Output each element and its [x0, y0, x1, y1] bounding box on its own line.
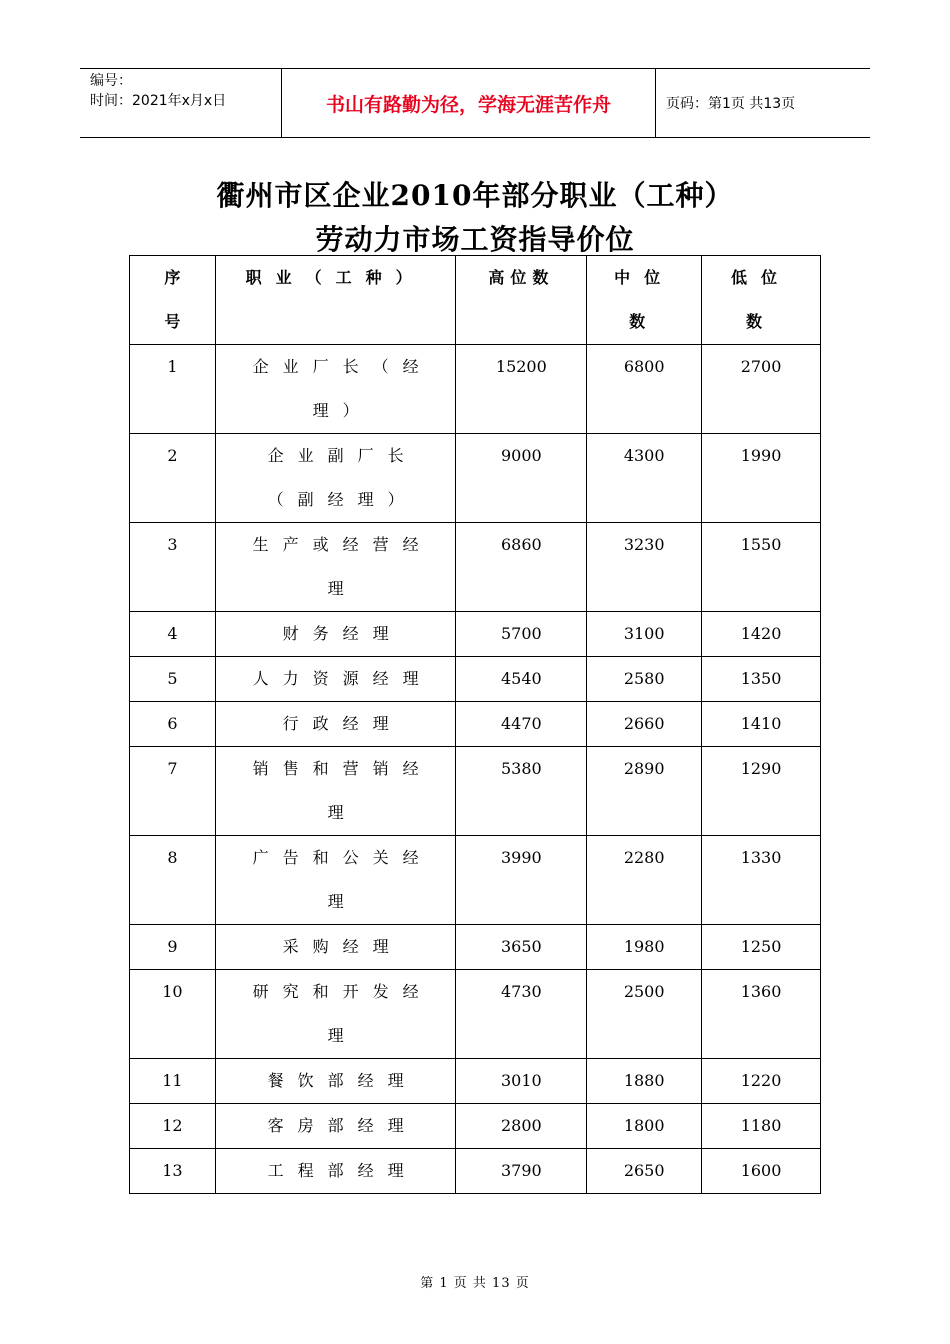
wage-table — [129, 255, 821, 1194]
table-row — [130, 657, 821, 702]
row-low: 1330 — [740, 848, 782, 867]
row-high: 9000 — [500, 446, 542, 465]
row-low: 1600 — [740, 1161, 782, 1180]
header-job: 职业（工种） — [245, 268, 426, 287]
row-low: 1410 — [740, 714, 782, 733]
row-no: 1 — [167, 357, 178, 376]
row-mid: 2280 — [623, 848, 665, 867]
row-no: 11 — [162, 1071, 183, 1090]
table-header-row — [130, 256, 821, 345]
table-row — [130, 523, 821, 612]
row-job: 企业副厂长（副经理） — [267, 446, 418, 509]
row-mid: 6800 — [623, 357, 665, 376]
row-high: 3990 — [500, 848, 542, 867]
row-mid: 3230 — [623, 535, 665, 554]
row-job: 企业厂长（经理） — [252, 357, 433, 420]
number-label: 编号： — [90, 73, 132, 89]
table-row — [130, 434, 821, 523]
header-no: 序号 — [164, 268, 181, 331]
row-mid: 2660 — [623, 714, 665, 733]
row-no: 13 — [162, 1161, 183, 1180]
header-low: 低位数 — [731, 268, 792, 331]
row-high: 4730 — [500, 982, 542, 1001]
row-low: 1220 — [740, 1071, 782, 1090]
row-job: 工程部经理 — [267, 1161, 418, 1180]
row-job: 人力资源经理 — [252, 669, 433, 688]
row-no: 8 — [167, 848, 178, 867]
row-high: 15200 — [495, 357, 547, 376]
row-job: 行政经理 — [282, 714, 403, 733]
header-meta — [80, 69, 282, 137]
row-no: 6 — [167, 714, 178, 733]
row-mid: 2580 — [623, 669, 665, 688]
row-low: 1180 — [740, 1116, 782, 1135]
row-low: 1550 — [740, 535, 782, 554]
row-mid: 2890 — [623, 759, 665, 778]
table-row — [130, 925, 821, 970]
row-no: 10 — [162, 982, 183, 1001]
row-mid: 2500 — [623, 982, 665, 1001]
row-no: 9 — [167, 937, 178, 956]
row-no: 2 — [167, 446, 178, 465]
row-low: 1360 — [740, 982, 782, 1001]
table-row — [130, 1059, 821, 1104]
time-label: 时间：2021年x月x日 — [90, 93, 227, 109]
row-mid: 1880 — [623, 1071, 665, 1090]
row-low: 1250 — [740, 937, 782, 956]
row-job: 销售和营销经理 — [252, 759, 433, 822]
row-mid: 1800 — [623, 1116, 665, 1135]
row-high: 3010 — [500, 1071, 542, 1090]
row-high: 4470 — [500, 714, 542, 733]
row-job: 广告和公关经理 — [252, 848, 433, 911]
header-page-info: 页码：第1页 共13页 — [666, 96, 796, 112]
table-row — [130, 970, 821, 1059]
row-no: 12 — [162, 1116, 183, 1135]
document-title-line1: 衢州市区企业2010年部分职业（工种） — [216, 179, 734, 212]
table-row — [130, 1149, 821, 1194]
row-high: 3650 — [500, 937, 542, 956]
row-no: 3 — [167, 535, 178, 554]
row-high: 5700 — [500, 624, 542, 643]
row-job: 客房部经理 — [267, 1116, 418, 1135]
row-high: 5380 — [500, 759, 542, 778]
row-low: 1290 — [740, 759, 782, 778]
row-job: 研究和开发经理 — [252, 982, 433, 1045]
document-title-line2: 劳动力市场工资指导价位 — [315, 223, 635, 256]
page-header — [80, 68, 870, 138]
table-row — [130, 747, 821, 836]
row-mid: 2650 — [623, 1161, 665, 1180]
table-row — [130, 702, 821, 747]
table-row — [130, 836, 821, 925]
table-body — [130, 345, 821, 1194]
row-high: 2800 — [500, 1116, 542, 1135]
page-footer: 第 1 页 共 13 页 — [420, 1276, 530, 1291]
row-low: 2700 — [740, 357, 782, 376]
row-low: 1990 — [740, 446, 782, 465]
table-row — [130, 1104, 821, 1149]
row-mid: 3100 — [623, 624, 665, 643]
row-job: 财务经理 — [282, 624, 403, 643]
row-low: 1350 — [740, 669, 782, 688]
row-low: 1420 — [740, 624, 782, 643]
row-mid: 1980 — [623, 937, 665, 956]
row-job: 采购经理 — [282, 937, 403, 956]
table-row — [130, 345, 821, 434]
row-no: 7 — [167, 759, 178, 778]
row-job: 生产或经营经理 — [252, 535, 433, 598]
header-mid: 中位数 — [614, 268, 675, 331]
header-motto: 书山有路勤为径，学海无涯苦作舟 — [282, 69, 656, 137]
row-mid: 4300 — [623, 446, 665, 465]
row-high: 4540 — [500, 669, 542, 688]
row-high: 3790 — [500, 1161, 542, 1180]
row-job: 餐饮部经理 — [267, 1071, 418, 1090]
row-no: 4 — [167, 624, 178, 643]
table-row — [130, 612, 821, 657]
row-high: 6860 — [500, 535, 542, 554]
row-no: 5 — [167, 669, 178, 688]
header-high: 高位数 — [488, 268, 555, 287]
